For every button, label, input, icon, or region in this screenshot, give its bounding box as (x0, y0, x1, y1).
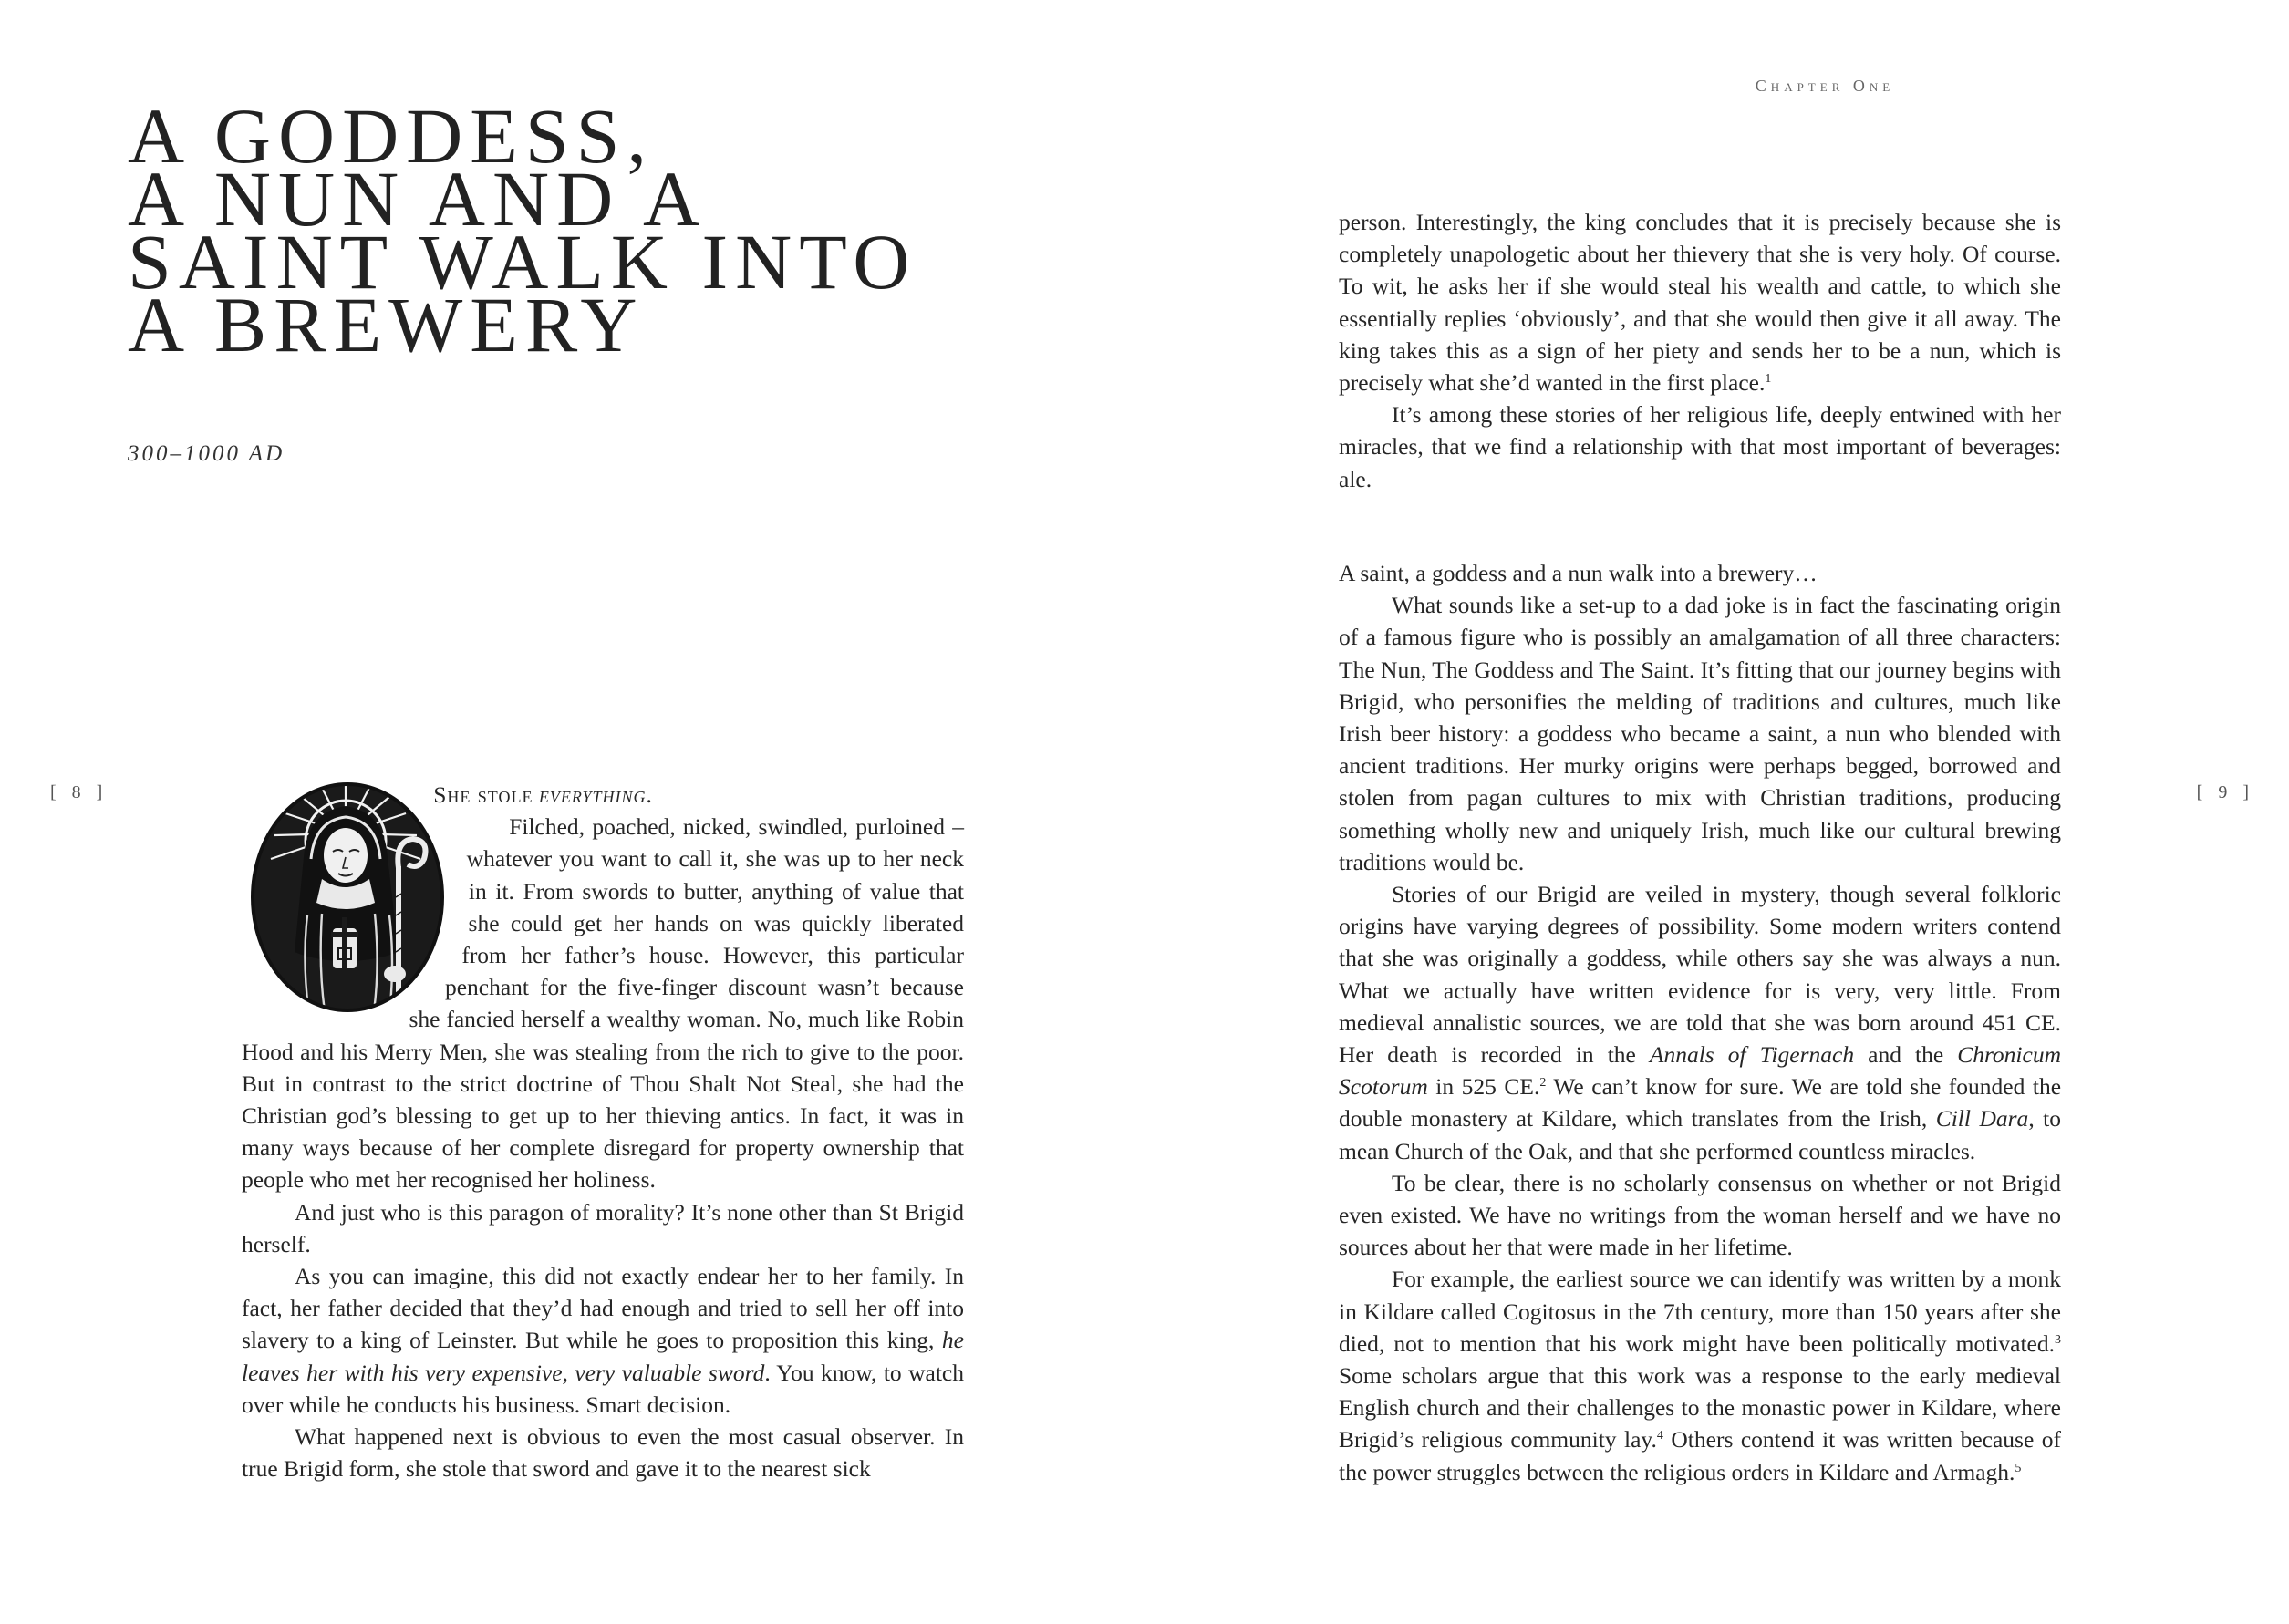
p6-a: For example, the earliest source we can identify was written by a monk in Kildare called Cogitosus in the 7th century, more than 150 years after she died, not to mention that his work might have been politically motivated. (1339, 1266, 2061, 1357)
paragraph-3-end: . You know, to watch over while he conducts his business. Smart decision. (242, 1359, 964, 1418)
paragraph-3 (242, 1260, 964, 1421)
right-top-text (1339, 206, 2061, 495)
p4-c: in 525 CE. (1435, 1073, 1540, 1101)
footnote-ref-4[interactable]: 4 (1656, 1429, 1663, 1443)
right-paragraph-2: It’s among these stories of her religious life, deeply entwined with her miracles, that we find a relationship with that most important of beverages: ale. (1339, 401, 2061, 492)
right-paragraph-5: To be clear, there is no scholarly consensus on whether or not Brigid even existed. We have no writings from the woman herself and we have no sources about her that were made in her lifetime. (1339, 1169, 2061, 1261)
right-paragraph-6 (1339, 1263, 2061, 1487)
chapter-title (128, 92, 1021, 368)
title-line-4: A BREWERY (128, 281, 645, 368)
right-paragraph-4 (1339, 878, 2061, 1167)
left-body-text (242, 779, 964, 1484)
annals-of-tigernach: Annals of Tigernach (1649, 1041, 1855, 1069)
lead-small-caps: She stole (433, 781, 533, 808)
right-paragraph-3: What sounds like a set-up to a dad joke is in fact the fascinating origin of a famous figure who is possibly an amalgamation of all three characters: The Nun, The Goddess and The Saint. It’s fitting that our journey begins with Brigid, who personifies the melding of traditions and cultures, much like Irish beer history: a goddess who became a saint, a nun who blended with ancient traditions. Her murky origins were perhaps begged, borrowed and stolen from pagan cultures to mix with Christian traditions, producing something wholly new and uniquely Irish, much like our cultural brewing traditions would be. (1339, 592, 2061, 875)
paragraph-3-italic: he leaves her with his very expensive, very valuable sword (242, 1327, 964, 1386)
running-head: Chapter One (1755, 77, 1895, 95)
lead-end: . (646, 781, 652, 808)
footnote-ref-2[interactable]: 2 (1539, 1076, 1547, 1091)
section-opening-line: A saint, a goddess and a nun walk into a brewery… (1339, 560, 1818, 586)
footnote-ref-5[interactable]: 5 (2015, 1461, 2022, 1475)
p4-e: , to mean Church of the Oak, and that she performed countless miracles. (1339, 1105, 2062, 1164)
right-main-text (1339, 557, 2061, 1488)
date-range: 300–1000 AD (128, 441, 285, 466)
right-paragraph-1-text: person. Interestingly, the king concludes that it is precisely because she is completely unapologetic about her thievery that she is very holy. Of course. To wit, he asks her if she would steal his wealth and cattle, to which she essentially replies ‘obviously’, and that she would then give it all away. The king takes this as a sign of her piety and sends her to be a nun, which is precisely what she’d wanted in the first place. (1339, 209, 2061, 397)
title-line-3: SAINT WALK INTO (128, 218, 917, 305)
paragraph-4: What happened next is obvious to even the most casual observer. In true Brigid form, she stole that sword and gave it to the nearest sick (242, 1423, 964, 1483)
title-line-2: A NUN AND A (128, 155, 708, 243)
p6-c: Others contend it was written because of the power struggles between the religious orders in Kildare and Armagh. (1339, 1426, 2061, 1485)
p4-d: We can’t know for sure. We are told she founded the double monastery at Kildare, which translates from the Irish, (1339, 1073, 2062, 1133)
paragraph-3-start: As you can imagine, this did not exactly endear her to her family. In fact, her father decided that they’d had enough and tried to sell her off into slavery to a king of Leinster. But while he goes to proposition this king, (242, 1263, 964, 1354)
left-page (0, 0, 1144, 1624)
page-number-right: [ 9 ] (2196, 782, 2254, 802)
footnote-ref-3[interactable]: 3 (2055, 1332, 2061, 1347)
paragraph-2: And just who is this paragon of morality? It’s none other than St Brigid herself. (242, 1198, 964, 1257)
title-line-1: A GODDESS, (128, 92, 654, 180)
p4-a: Stories of our Brigid are veiled in mystery, though several folkloric origins have varying degrees of possibility. Some modern writers contend that she was originally a goddess, while others say she was always a nun. What we actually have written evidence for is very, very little. From medieval annalistic sources, we are told that she was born around 451 CE. Her death is recorded in the (1339, 881, 2061, 1069)
right-paragraph-1 (1339, 206, 2061, 398)
p6-b: Some scholars argue that this work was a response to the early medieval English church and their challenges to the monastic power in Kildare, where Brigid’s religious community lay. (1339, 1362, 2061, 1453)
paragraph-1: Filched, poached, nicked, swindled, purloined – whatever you want to call it, she was up to her neck in it. From swords to butter, anything of value that she could get her hands on was quickly liberated from her father’s house. However, this particular penchant for the five-finger discount wasn’t because she fancied herself a wealthy woman. No, much like Robin Hood and his Merry Men, she was stealing from the rich to give to the poor. But in contrast to the strict doctrine of Thou Shalt Not Steal, she had the Christian god’s blessing to get up to her thieving antics. In fact, it was in many ways because of her complete disregard for property ownership that people who met her recognised her holiness. (242, 813, 964, 1194)
p4-b: and the (1868, 1041, 1944, 1069)
page-number-left: [ 8 ] (50, 782, 109, 802)
footnote-ref-1[interactable]: 1 (1765, 372, 1772, 387)
chronicum-scotorum: Chronicum Scotorum (1339, 1041, 2061, 1101)
saint-brigid-woodcut-icon (238, 779, 457, 1032)
cill-dara: Cill Dara (1935, 1105, 2029, 1133)
lead-emphasis: everything (538, 781, 647, 808)
